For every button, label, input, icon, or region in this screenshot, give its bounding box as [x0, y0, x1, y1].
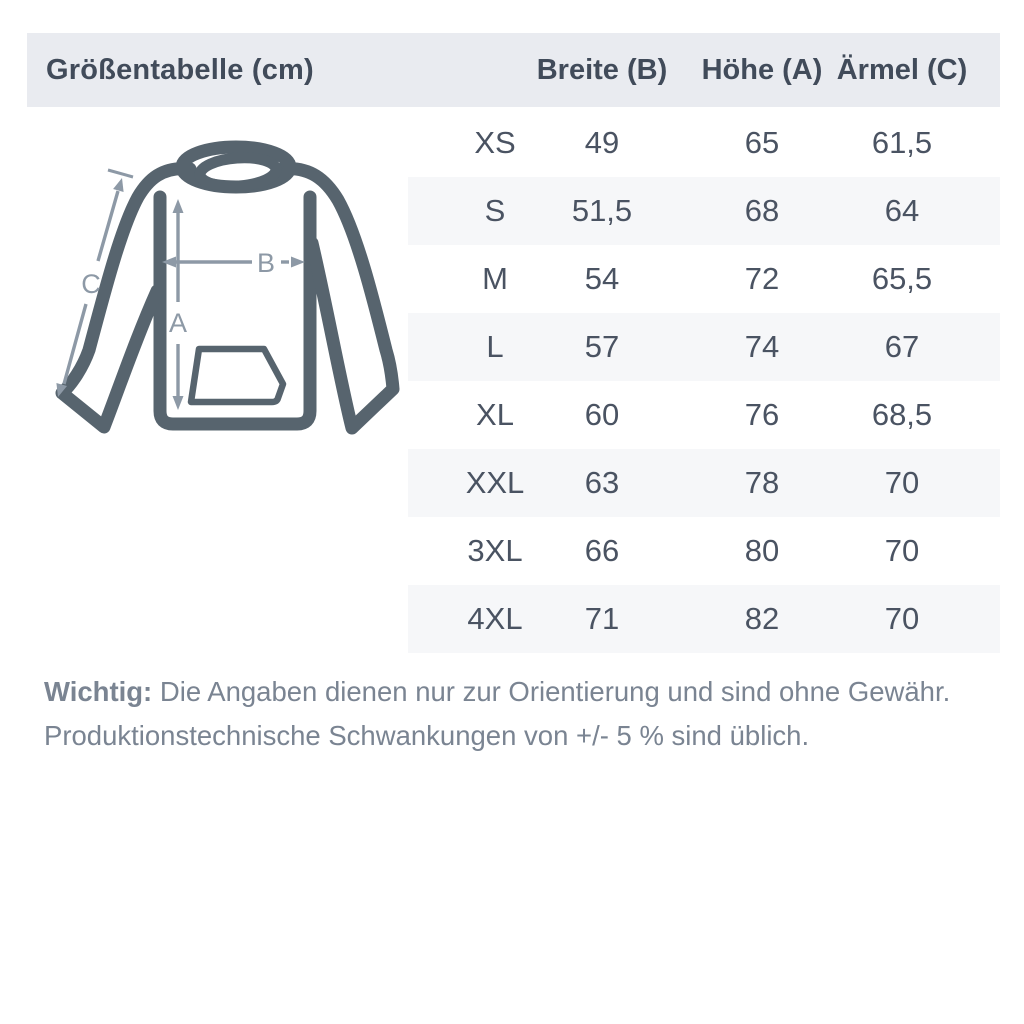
size-label: 3XL	[467, 533, 523, 568]
arrowhead-a-top	[173, 199, 184, 213]
breite-value: 60	[584, 397, 620, 432]
size-label: XXL	[465, 465, 525, 500]
hood-inner	[199, 155, 277, 188]
size-label: 4XL	[467, 601, 523, 636]
hoehe-value: 80	[744, 533, 780, 568]
breite-value: 49	[584, 125, 620, 160]
measure-label-a: A	[168, 308, 188, 338]
arrowhead-b-right	[291, 257, 305, 268]
table-row-l	[408, 313, 1000, 381]
footer-bold-label: Wichtig:	[44, 676, 153, 707]
breite-value: 71	[584, 601, 620, 636]
aermel-value: 70	[884, 533, 920, 568]
footer-line2: Produktionstechnische Schwankungen von +/- 5 % sind üblich.	[44, 720, 810, 751]
column-header-hoehe: Höhe (A)	[701, 53, 823, 86]
table-row-xs	[408, 109, 1000, 177]
table-row-3xl	[408, 517, 1000, 585]
hoodie-pocket	[191, 349, 283, 402]
page-title: Größentabelle (cm)	[46, 53, 314, 86]
breite-value: 66	[584, 533, 620, 568]
size-label: L	[486, 329, 504, 364]
column-header-aermel: Ärmel (C)	[836, 53, 968, 86]
hoehe-value: 68	[744, 193, 780, 228]
size-label: M	[482, 261, 508, 296]
column-header-breite: Breite (B)	[536, 53, 668, 86]
table-row-xxl	[408, 449, 1000, 517]
aermel-value: 70	[884, 465, 920, 500]
hoehe-value: 78	[744, 465, 780, 500]
size-table-body	[408, 109, 1000, 653]
measure-label-c: C	[81, 269, 101, 299]
aermel-value: 65,5	[871, 261, 933, 296]
table-header	[27, 33, 1000, 107]
table-row-s	[408, 177, 1000, 245]
aermel-value: 67	[884, 329, 920, 364]
hoehe-value: 65	[744, 125, 780, 160]
breite-value: 51,5	[571, 193, 633, 228]
aermel-value: 64	[884, 193, 920, 228]
hoehe-value: 72	[744, 261, 780, 296]
arrow-c-tick	[108, 170, 133, 177]
breite-value: 57	[584, 329, 620, 364]
aermel-value: 68,5	[871, 397, 933, 432]
table-row-m	[408, 245, 1000, 313]
footer-note	[44, 670, 950, 758]
arrowhead-a-bottom	[173, 396, 184, 410]
size-label: XS	[474, 125, 516, 160]
footer-line1	[44, 670, 950, 714]
hoehe-value: 74	[744, 329, 780, 364]
hoodie-right-sleeve	[282, 169, 393, 428]
breite-value: 63	[584, 465, 620, 500]
size-label: S	[484, 193, 506, 228]
breite-value: 54	[584, 261, 620, 296]
measure-label-b: B	[256, 248, 276, 278]
table-row-xl	[408, 381, 1000, 449]
footer-line1-text: Die Angaben dienen nur zur Orientierung und sind ohne Gewähr.	[152, 676, 951, 707]
aermel-value: 70	[884, 601, 920, 636]
hoodie-diagram	[40, 118, 412, 454]
arrowhead-c-top	[113, 178, 124, 192]
size-label: XL	[476, 397, 514, 432]
hoehe-value: 82	[744, 601, 780, 636]
table-row-4xl	[408, 585, 1000, 653]
hoehe-value: 76	[744, 397, 780, 432]
aermel-value: 61,5	[871, 125, 933, 160]
